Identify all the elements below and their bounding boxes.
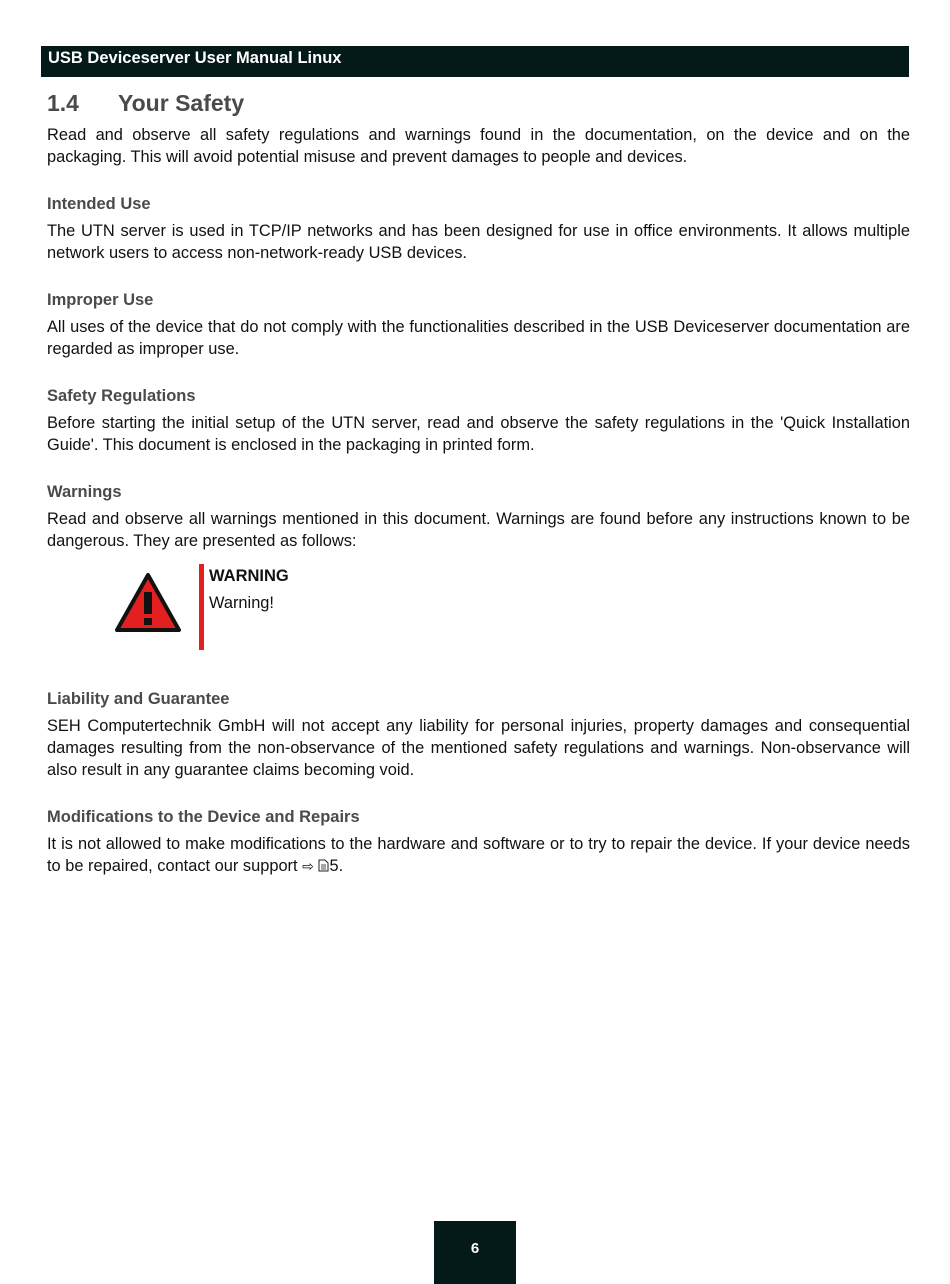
warning-text: Warning!	[209, 594, 274, 612]
improper-use-paragraph: All uses of the device that do not comply with the functionalities described in the USB Deviceserver documentation are regarded as improper use.	[47, 318, 910, 358]
page-number: 6	[434, 1221, 516, 1284]
intended-use-heading: Intended Use	[47, 195, 151, 213]
warnings-heading: Warnings	[47, 483, 122, 501]
modifications-paragraph	[47, 833, 910, 878]
safety-regulations-heading: Safety Regulations	[47, 387, 196, 405]
warning-example-box	[47, 564, 910, 676]
intended-use-paragraph: The UTN server is used in TCP/IP networks and has been designed for use in office environments. It allows multiple network users to access non-network-ready USB devices.	[47, 222, 910, 262]
safety-regulations-paragraph: Before starting the initial setup of the UTN server, read and observe the safety regulations in the 'Quick Installation Guide'. This document is enclosed in the packaging in printed form.	[47, 414, 910, 454]
section-title	[47, 88, 244, 118]
liability-paragraph: SEH Computertechnik GmbH will not accept any liability for personal injuries, property damages and consequential damages resulting from the non-observance of the mentioned safety regulations and warnings. Non-observance will also result in any guarantee claims becoming void.	[47, 717, 910, 779]
sentence-end: .	[338, 857, 344, 875]
running-header: USB Deviceserver User Manual Linux	[41, 46, 909, 77]
section-number: 1.4	[47, 90, 79, 116]
modifications-heading: Modifications to the Device and Repairs	[47, 808, 360, 826]
document-page-icon	[318, 859, 329, 872]
main-content	[47, 124, 910, 878]
warning-triangle-icon	[114, 572, 182, 634]
warning-accent-bar	[199, 564, 204, 650]
improper-use-heading: Improper Use	[47, 291, 154, 309]
warnings-paragraph: Read and observe all warnings mentioned in this document. Warnings are found before any instructions known to be dangerous. They are presented as follows:	[47, 510, 910, 550]
support-page-link[interactable]: 5	[329, 857, 339, 875]
arrow-right-icon: ⇨	[302, 859, 314, 875]
section-heading: Your Safety	[118, 90, 245, 116]
warning-title: WARNING	[209, 567, 289, 585]
intro-paragraph: Read and observe all safety regulations and warnings found in the documentation, on the device and on the packaging. This will avoid potential misuse and prevent damages to people and devices.	[47, 126, 910, 166]
liability-heading: Liability and Guarantee	[47, 690, 230, 708]
modifications-text: It is not allowed to make modifications to the hardware and software or to try to repair the device. If your device needs to be repaired, contact our support	[47, 835, 910, 875]
